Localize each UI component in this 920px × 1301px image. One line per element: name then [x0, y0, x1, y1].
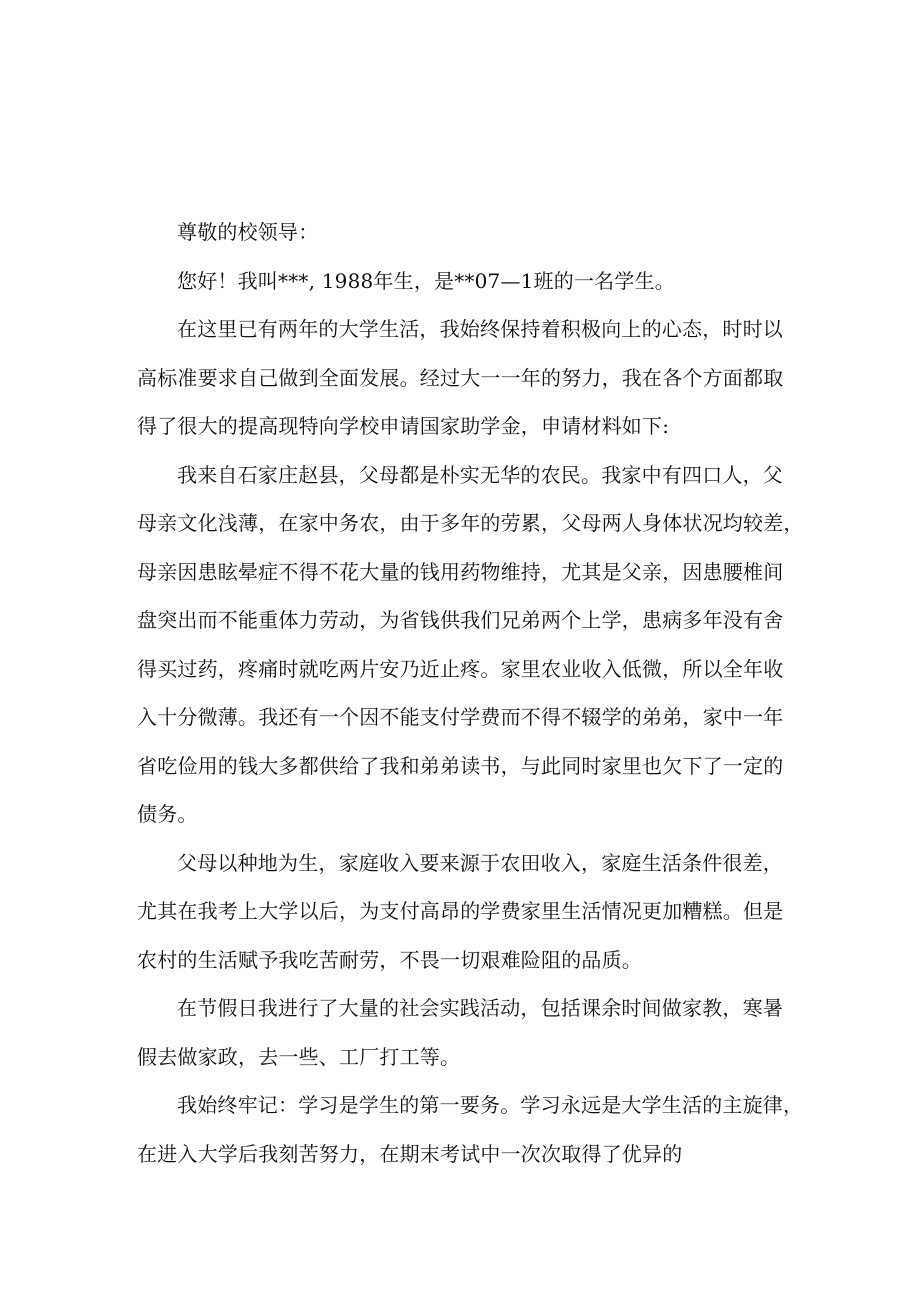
paragraph-line: 得买过药，疼痛时就吃两片安乃近止疼。家里农业收入低微，所以全年收: [137, 656, 784, 681]
paragraph-line: 父母以种地为生，家庭收入要来源于农田收入，家庭生活条件很差，: [177, 850, 783, 875]
paragraph-line: 在进入大学后我刻苦努力，在期末考试中一次次取得了优异的: [137, 1141, 683, 1166]
paragraph-line: 在这里已有两年的大学生活，我始终保持着积极向上的心态，时时以: [177, 317, 783, 341]
paragraph-line: 入十分微薄。我还有一个因不能支付学费而不得不辍学的弟弟，家中一年: [137, 705, 784, 729]
paragraph-line: 假去做家政，去一些、工厂打工等。: [137, 1044, 461, 1069]
paragraph-line: 母亲因患眩晕症不得不花大量的钱用药物维持，尤其是父亲，因患腰椎间: [137, 559, 784, 584]
paragraph-line: 高标准要求自己做到全面发展。经过大一一年的努力，我在各个方面都取: [137, 365, 784, 390]
paragraph-line: 母亲文化浅薄，在家中务农，由于多年的劳累，父母两人身体状况均较差，: [137, 511, 804, 535]
paragraph-line: 尤其在我考上大学以后，为支付高昂的学费家里生活情况更加糟糕。但是: [137, 899, 784, 923]
paragraph-line: 我来自石家庄赵县，父母都是朴实无华的农民。我家中有四口人，父: [177, 462, 783, 487]
paragraph-line: 我始终牢记：学习是学生的第一要务。学习永远是大学生活的主旋律，: [177, 1093, 804, 1117]
greeting-line: 您好！我叫***, 1988年生，是**07—1班的一名学生。: [177, 268, 675, 293]
paragraph-line: 省吃俭用的钱大多都供给了我和弟弟读书，与此同时家里也欠下了一定的: [137, 753, 784, 778]
paragraph-line: 债务。: [137, 802, 198, 826]
letter-body: [137, 208, 804, 1178]
paragraph-line: 盘突出而不能重体力劳动，为省钱供我们兄弟两个上学，患病多年没有舍: [137, 608, 784, 632]
paragraph-line: 在节假日我进行了大量的社会实践活动，包括课余时间做家教，寒暑: [177, 996, 783, 1020]
paragraph-line: 农村的生活赋予我吃苦耐劳，不畏一切艰难险阻的品质。: [137, 947, 642, 972]
paragraph-line: 得了很大的提高现特向学校申请国家助学金，申请材料如下:: [137, 414, 670, 438]
salutation: 尊敬的校领导：: [177, 220, 319, 244]
